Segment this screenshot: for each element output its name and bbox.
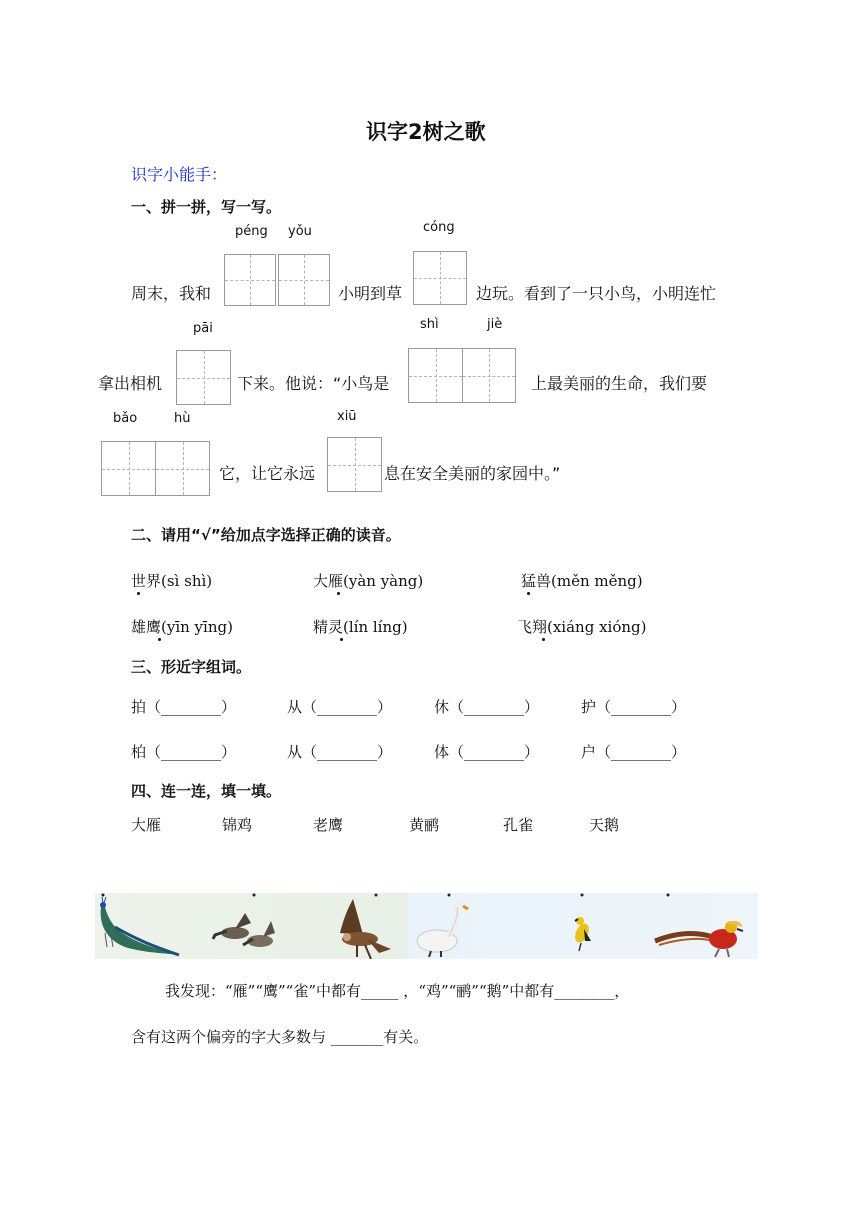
peacock-picture bbox=[100, 897, 179, 955]
reading-item-3[interactable]: 猛兽(měn měng) bbox=[521, 572, 643, 590]
section-3-heading: 三、形近字组词。 bbox=[131, 658, 252, 676]
bird-name[interactable]: 老鹰 bbox=[313, 816, 344, 834]
pinyin-you: yǒu bbox=[288, 224, 312, 239]
reading-item-5[interactable]: 精灵(lín líng) bbox=[313, 618, 408, 636]
emphasis-dot bbox=[337, 592, 340, 595]
match-dot bbox=[448, 894, 451, 897]
reading-item-1[interactable]: 世界(sì shì) bbox=[131, 572, 213, 590]
match-dot bbox=[375, 894, 378, 897]
pinyin-jie: jiè bbox=[487, 317, 503, 332]
eagle-picture bbox=[340, 899, 391, 959]
discovery-sentence-1[interactable]: 我发现：“雁”“鹰”“雀”中都有_____ ，“鸡”“鹂”“鹅”中都有________， bbox=[165, 982, 630, 1000]
word-blank[interactable]: 体（________） bbox=[434, 743, 540, 761]
pinyin-hu: hù bbox=[174, 411, 191, 426]
sentence-3a: 它，让它永远 bbox=[219, 464, 316, 483]
bird-name[interactable]: 大雁 bbox=[131, 816, 162, 834]
emphasis-dot bbox=[527, 592, 530, 595]
char-box-jie[interactable] bbox=[462, 348, 516, 403]
sentence-1b: 小明到草 bbox=[338, 284, 403, 303]
pinyin-peng: péng bbox=[235, 224, 268, 239]
char-box-shi[interactable] bbox=[408, 348, 463, 403]
emphasis-dot bbox=[137, 592, 140, 595]
section-1-heading: 一、拼一拼，写一写。 bbox=[131, 198, 282, 216]
bird-name[interactable]: 孔雀 bbox=[503, 816, 534, 834]
emphasis-dot bbox=[542, 638, 545, 641]
sentence-1c: 边玩。看到了一只小鸟，小明连忙 bbox=[476, 284, 717, 303]
match-dots bbox=[102, 894, 670, 897]
pinyin-bao: bǎo bbox=[113, 411, 138, 426]
word-blank[interactable]: 从（________） bbox=[287, 698, 393, 716]
char-box-xiu[interactable] bbox=[327, 437, 382, 492]
char-box-hu[interactable] bbox=[155, 441, 210, 496]
reading-item-4[interactable]: 雄鹰(yīn yīng) bbox=[131, 618, 233, 636]
match-dot bbox=[253, 894, 256, 897]
pinyin-pai: pāi bbox=[193, 321, 213, 336]
char-box-bao[interactable] bbox=[101, 441, 156, 496]
section-2-heading: 二、请用“√”给加点字选择正确的读音。 bbox=[131, 526, 401, 544]
char-box-pai[interactable] bbox=[176, 350, 231, 405]
word-blank[interactable]: 护（________） bbox=[581, 698, 687, 716]
char-box-cong[interactable] bbox=[413, 251, 467, 305]
char-box-you[interactable] bbox=[278, 254, 330, 306]
sentence-1a: 周末，我和 bbox=[131, 284, 212, 303]
golden-pheasant-picture bbox=[655, 921, 743, 957]
bird-name[interactable]: 天鹅 bbox=[589, 816, 620, 834]
section-subtitle: 识字小能手： bbox=[131, 165, 228, 184]
char-box-peng[interactable] bbox=[224, 254, 276, 306]
sentence-2b: 下来。他说：“小鸟是 bbox=[237, 374, 390, 393]
word-blank[interactable]: 柏（________） bbox=[131, 743, 237, 761]
swan-picture bbox=[417, 904, 468, 957]
match-dot bbox=[102, 894, 105, 897]
reading-item-2[interactable]: 大雁(yàn yàng) bbox=[313, 572, 424, 590]
word-blank[interactable]: 休（________） bbox=[434, 698, 540, 716]
pinyin-cong: cóng bbox=[423, 220, 455, 235]
word-blank[interactable]: 从（________） bbox=[287, 743, 393, 761]
sentence-3b: 息在安全美丽的家园中。” bbox=[384, 464, 561, 483]
geese-picture bbox=[213, 913, 275, 947]
discovery-sentence-2[interactable]: 含有这两个偏旁的字大多数与 _______有关。 bbox=[131, 1028, 429, 1046]
match-dot bbox=[667, 894, 670, 897]
section-4-heading: 四、连一连，填一填。 bbox=[131, 782, 282, 800]
match-dot bbox=[581, 894, 584, 897]
reading-item-6[interactable]: 飞翔(xiáng xióng) bbox=[517, 618, 647, 636]
bird-picture-strip bbox=[95, 893, 758, 959]
bird-name[interactable]: 锦鸡 bbox=[222, 816, 253, 834]
pinyin-shi: shì bbox=[420, 317, 439, 332]
page-title: 识字2树之歌 bbox=[366, 120, 486, 144]
bird-name[interactable]: 黄鹂 bbox=[409, 816, 440, 834]
sentence-2a: 拿出相机 bbox=[98, 374, 163, 393]
pinyin-xiu: xiū bbox=[337, 409, 357, 424]
oriole-picture bbox=[572, 917, 591, 951]
word-blank[interactable]: 拍（________） bbox=[131, 698, 237, 716]
emphasis-dot bbox=[158, 638, 161, 641]
emphasis-dot bbox=[340, 638, 343, 641]
word-blank[interactable]: 户（________） bbox=[581, 743, 687, 761]
sentence-2c: 上最美丽的生命，我们要 bbox=[531, 374, 708, 393]
